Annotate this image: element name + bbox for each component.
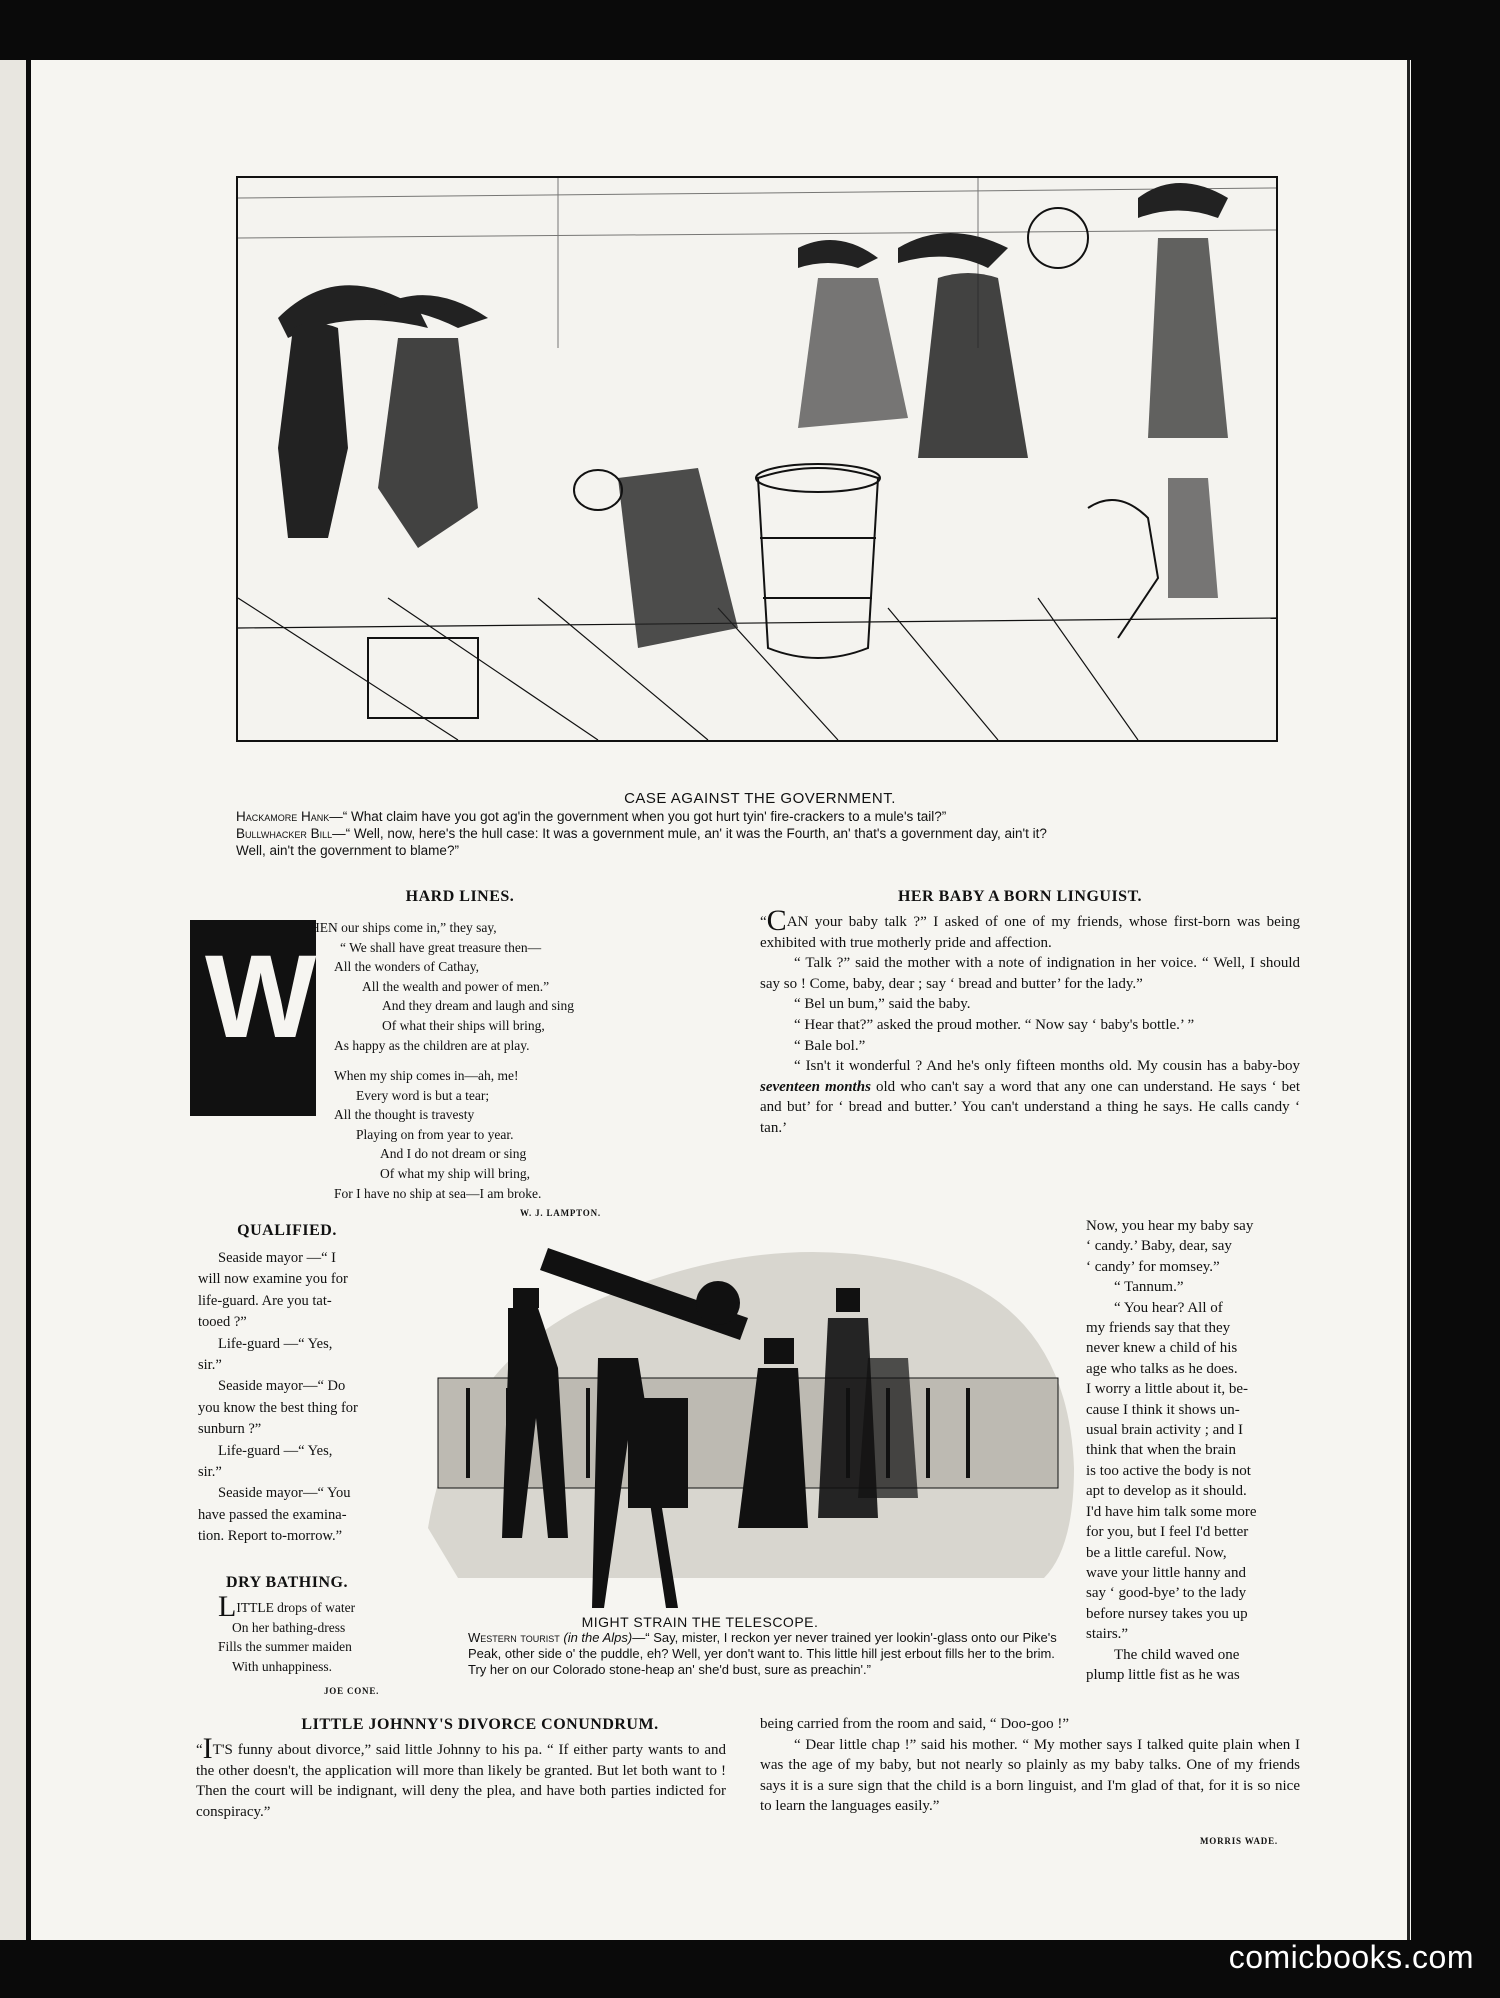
verse-line: And they dream and laugh and sing [382, 998, 574, 1014]
verse-line: All the wealth and power of men.” [362, 978, 550, 994]
text-line: say ‘ good-bye’ to the lady [1086, 1585, 1247, 1602]
verse-line: And I do not dream or sing [380, 1146, 527, 1162]
text-line: before nursey takes you up [1086, 1605, 1248, 1622]
text-line: The child waved one [1114, 1646, 1240, 1663]
paragraph [760, 1056, 1300, 1138]
qualified-title: QUALIFIED. [237, 1222, 337, 1239]
text-line: never knew a child of his [1086, 1340, 1238, 1357]
baby-linguist-dropcap: C [766, 904, 787, 937]
dialogue-line: tooed ?” [198, 1314, 247, 1331]
dialogue-line: Life-guard —“ Yes, [218, 1442, 333, 1459]
caption-line-1 [236, 808, 1296, 825]
speaker-western-tourist: Western tourist [468, 1630, 560, 1645]
baby-linguist-ending [760, 1714, 1300, 1817]
open-quote: “ [196, 1742, 203, 1758]
open-quote: “ [760, 914, 767, 930]
telescope-cartoon-caption [468, 1630, 1062, 1678]
dialogue-line: Seaside mayor—“ You [218, 1485, 351, 1502]
verse-line: As happy as the children are at play. [334, 1037, 530, 1053]
verse-line: Playing on from year to year. [356, 1126, 514, 1142]
paragraph: “ Hear that?” asked the proud mother. “ Now say ‘ baby's bottle.’ ” [794, 1016, 1195, 1033]
qualified-dialogue [198, 1248, 418, 1548]
dialogue-line: tion. Report to-morrow.” [198, 1528, 343, 1545]
dialogue-line: life-guard. Are you tat- [198, 1292, 332, 1309]
dialogue-line: sir.” [198, 1357, 222, 1374]
text-line: my friends say that they [1086, 1320, 1231, 1337]
verse-line: On her bathing-dress [232, 1619, 346, 1635]
dry-bathing-poem [218, 1590, 438, 1676]
verse-line: “ We shall have great treasure then— [340, 939, 542, 955]
telescope-cartoon-title: MIGHT STRAIN THE TELESCOPE. [581, 1614, 819, 1630]
saloon-cartoon-illustration [236, 176, 1278, 742]
hard-lines-byline: W. J. LAMPTON. [520, 1208, 601, 1218]
verse-line: Of what their ships will bring, [382, 1017, 545, 1033]
text-line: ‘ candy’ for momsey.” [1086, 1258, 1220, 1275]
text-line: think that when the brain [1086, 1442, 1236, 1459]
dialogue-line: will now examine you for [198, 1271, 348, 1288]
dialogue-line: sir.” [198, 1464, 222, 1481]
text-line: age who talks as he does. [1086, 1360, 1238, 1377]
page-edge-rule [1407, 60, 1410, 1940]
caption-line-1-text: —“ What claim have you got ag'in the government when you got hurt tyin' fire-crackers to a mule's tail?” [329, 809, 947, 824]
verse-line: For I have no ship at sea—I am broke. [334, 1185, 542, 1201]
dialogue-line: you know the best thing for [198, 1399, 358, 1416]
verse-line: All the thought is travesty [334, 1107, 475, 1123]
paragraph: being carried from the room and said, “ Doo-goo !” [760, 1716, 1070, 1732]
paragraph [196, 1732, 726, 1822]
hard-lines-stanza-2 [334, 1066, 654, 1203]
dry-bathing-dropcap: L [218, 1590, 237, 1623]
top-cartoon-title: CASE AGAINST THE GOVERNMENT. [624, 790, 896, 807]
verse-line: ITTLE drops of water [236, 1600, 356, 1615]
top-cartoon-caption [236, 808, 1296, 859]
baby-linguist-byline: MORRIS WADE. [1200, 1836, 1278, 1846]
site-watermark: comicbooks.com [1228, 1939, 1474, 1975]
dialogue-line: have passed the examina- [198, 1506, 347, 1523]
hard-lines-stanza-1 [310, 918, 640, 1055]
text-line: Now, you hear my baby say [1086, 1218, 1254, 1234]
telescope-cartoon-illustration [428, 1228, 1074, 1610]
speaker-hackamore-hank: Hackamore Hank [236, 809, 330, 824]
text-line: ‘ candy.’ Baby, dear, say [1086, 1238, 1232, 1255]
text-line: plump little fist as he was [1086, 1666, 1240, 1683]
paragraph-text: T'S funny about divorce,” said little Johnny to his pa. “ If either party wants to and the other doesn't, the application will more than likely be granted. But let both want to ! Then the court will be indignant, will deny the plea, and have both parties indicted for conspiracy.” [196, 1742, 726, 1820]
verse-line: With unhappiness. [232, 1658, 332, 1674]
paragraph: “ Bale bol.” [794, 1037, 866, 1054]
hard-lines-dropcap [190, 920, 316, 1116]
paragraph: “ Bel un bum,” said the baby. [794, 996, 971, 1013]
emphasis: seventeen months [760, 1078, 871, 1095]
paragraph: “ Talk ?” said the mother with a note of indignation in her voice. “ Well, I should say so ! Come, baby, dear ; say ‘ bread and butter’ for the lady.” [760, 955, 1300, 992]
dialogue-line: sunburn ?” [198, 1421, 262, 1438]
verse-line: All the wonders of Cathay, [334, 959, 479, 975]
caption-line-3: Well, ain't the government to blame?” [236, 843, 459, 858]
verse-line: HEN our ships come in,” they say, [310, 920, 497, 935]
paragraph-text: AN your baby talk ?” I asked of one of my friends, whose first-born was being exhibited with true motherly pride and affection. [760, 914, 1300, 951]
text-line: stairs.” [1086, 1626, 1129, 1643]
hard-lines-title: HARD LINES. [405, 888, 515, 905]
paragraph-text: “ Isn't it wonderful ? And he's only fifteen months old. My cousin has a baby-boy [794, 1058, 1300, 1075]
dropcap-letter-w: W [205, 931, 317, 1063]
left-page-edge [0, 60, 26, 1940]
caption-line-2 [236, 825, 1296, 842]
text-line: apt to develop as it should. [1086, 1483, 1247, 1500]
telescope-caption-text: —“ Say, mister, I reckon yer never trained yer lookin'-glass onto our Pike's Peak, other side o' the puddle, eh? Well, yer don't want to. This little hill jest erbout fills her to the brim. Try her on our Colorado stone-heap an' she'd bust, sure as preachin'.” [468, 1630, 1057, 1677]
baby-linguist-title: HER BABY A BORN LINGUIST. [897, 888, 1143, 905]
baby-linguist-body [760, 904, 1301, 1139]
johnny-body [196, 1732, 726, 1822]
text-line: usual brain activity ; and I [1086, 1422, 1244, 1439]
dialogue-line: Life-guard —“ Yes, [218, 1335, 333, 1352]
speaker-bullwhacker-bill: Bullwhacker Bill [236, 826, 333, 841]
paragraph-text: old who can't say a word that any one can understand. He says ‘ bet and but’ for ‘ bread and butter.’ You can't understand a thing he says. He calls candy ‘ tan.’ [760, 1078, 1301, 1136]
verse-line: When my ship comes in—ah, me! [334, 1068, 519, 1083]
baby-linguist-narrow-column [1086, 1216, 1300, 1685]
caption-line-2-text: —“ Well, now, here's the hull case: It was a government mule, an' it was the Fourth, an' that's a government day, ain't it? [332, 826, 1047, 841]
text-line: is too active the body is not [1086, 1462, 1251, 1479]
dry-bathing-title: DRY BATHING. [226, 1574, 348, 1591]
text-line: “ Tannum.” [1114, 1279, 1184, 1296]
johnny-dropcap: I [202, 1732, 213, 1765]
dialogue-line: Seaside mayor —“ I [218, 1250, 336, 1266]
text-line: cause I think it shows un- [1086, 1401, 1240, 1418]
verse-line: Fills the summer maiden [218, 1639, 352, 1655]
verse-line: Every word is but a tear; [356, 1087, 490, 1103]
paragraph [760, 904, 1300, 953]
dialogue-line: Seaside mayor—“ Do [218, 1378, 346, 1395]
text-line: “ You hear? All of [1114, 1299, 1223, 1316]
text-line: be a little careful. Now, [1086, 1544, 1227, 1561]
text-line: for you, but I feel I'd better [1086, 1524, 1249, 1541]
text-line: I'd have him talk some more [1086, 1503, 1257, 1520]
verse-line: Of what my ship will bring, [380, 1165, 530, 1181]
speaker-location: (in the Alps) [563, 1630, 633, 1645]
johnny-title: LITTLE JOHNNY'S DIVORCE CONUNDRUM. [301, 1716, 659, 1733]
text-line: wave your little hanny and [1086, 1564, 1246, 1581]
text-line: I worry a little about it, be- [1086, 1381, 1249, 1398]
paragraph: “ Dear little chap !” said his mother. “ My mother says I talked quite plain when I was the age of my baby, but not nearly so plainly as my baby talks. One of my friends says it is a sure sign that the child is a born linguist, and I'm glad of that, for it is so nice to learn the languages easily.” [760, 1736, 1300, 1815]
dry-bathing-byline: JOE CONE. [324, 1686, 380, 1696]
